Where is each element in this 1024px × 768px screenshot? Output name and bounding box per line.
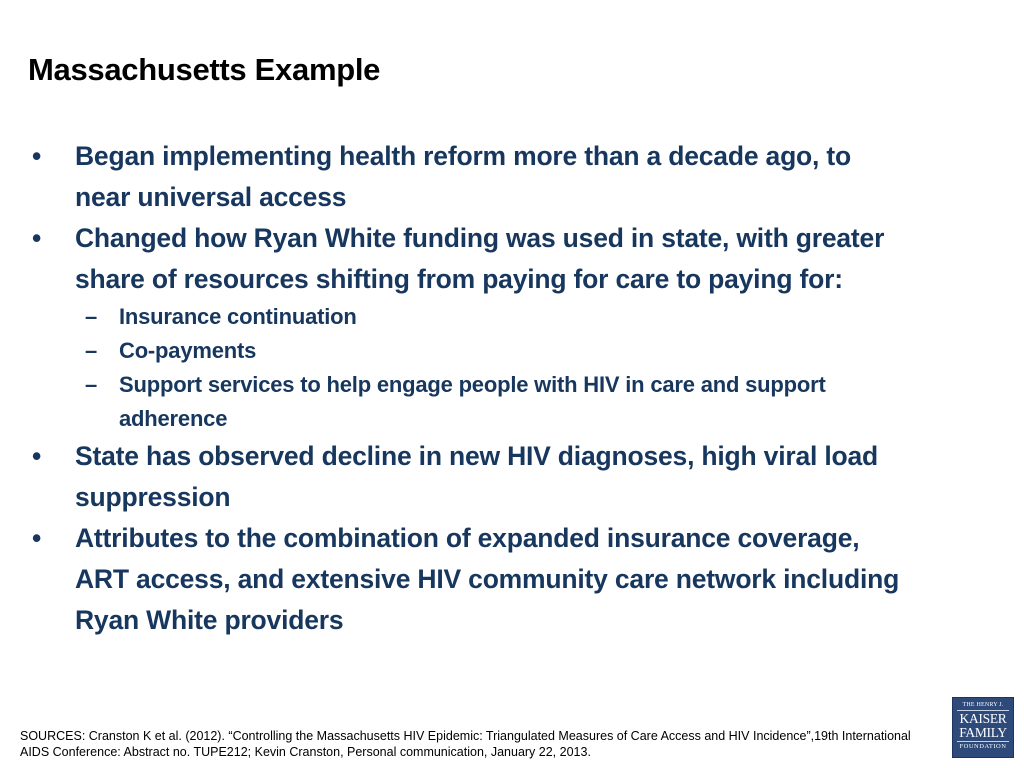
bullet-item — [30, 136, 910, 218]
logo-line-family: FAMILY — [959, 725, 1007, 740]
bullet-text: Changed how Ryan White funding was used in state, with greater share of resources shifting from paying for care to paying for: — [75, 223, 885, 294]
logo-divider — [957, 741, 1009, 742]
bullet-item — [30, 218, 910, 436]
bullet-item — [30, 436, 910, 518]
kaiser-family-foundation-logo — [952, 697, 1014, 758]
sub-bullet-marker: – — [85, 338, 98, 363]
bullet-item — [30, 518, 910, 641]
bullet-text: State has observed decline in new HIV diagnoses, high viral load suppression — [75, 441, 879, 512]
sub-bullet-marker: – — [85, 304, 98, 329]
sub-bullet-item — [75, 300, 910, 334]
bullet-marker: • — [32, 141, 42, 171]
logo-line-top: THE HENRY J. — [962, 702, 1004, 708]
slide-title: Massachusetts Example — [28, 52, 381, 87]
sub-bullet-text: Insurance continuation — [119, 304, 357, 329]
logo-line-foundation: FOUNDATION — [959, 743, 1007, 750]
sub-bullet-marker: – — [85, 372, 98, 397]
sub-bullet-text: Co-payments — [119, 338, 257, 363]
sub-bullet-item — [75, 334, 910, 368]
bullet-marker: • — [32, 523, 42, 553]
sources-footnote: SOURCES: Cranston K et al. (2012). “Controlling the Massachusetts HIV Epidemic: Triangulated Measures of Care Access and HIV Incidence”,19th International AIDS Conference: Abstract no. TUPE212; Kevin Cranston, Personal communication, January 22, 2013. — [20, 729, 911, 759]
sub-bullet-item — [75, 368, 910, 436]
sub-bullet-list — [75, 300, 910, 436]
logo-line-kaiser: KAISER — [959, 711, 1007, 726]
sub-bullet-text: Support services to help engage people with HIV in care and support adherence — [119, 372, 826, 431]
bullet-marker: • — [32, 441, 42, 471]
bullet-marker: • — [32, 223, 42, 253]
bullet-text: Attributes to the combination of expanded insurance coverage, ART access, and extensive HIV community care network including Ryan White providers — [75, 523, 900, 635]
bullet-text: Began implementing health reform more than a decade ago, to near universal access — [75, 141, 851, 212]
bullet-list — [30, 136, 910, 641]
